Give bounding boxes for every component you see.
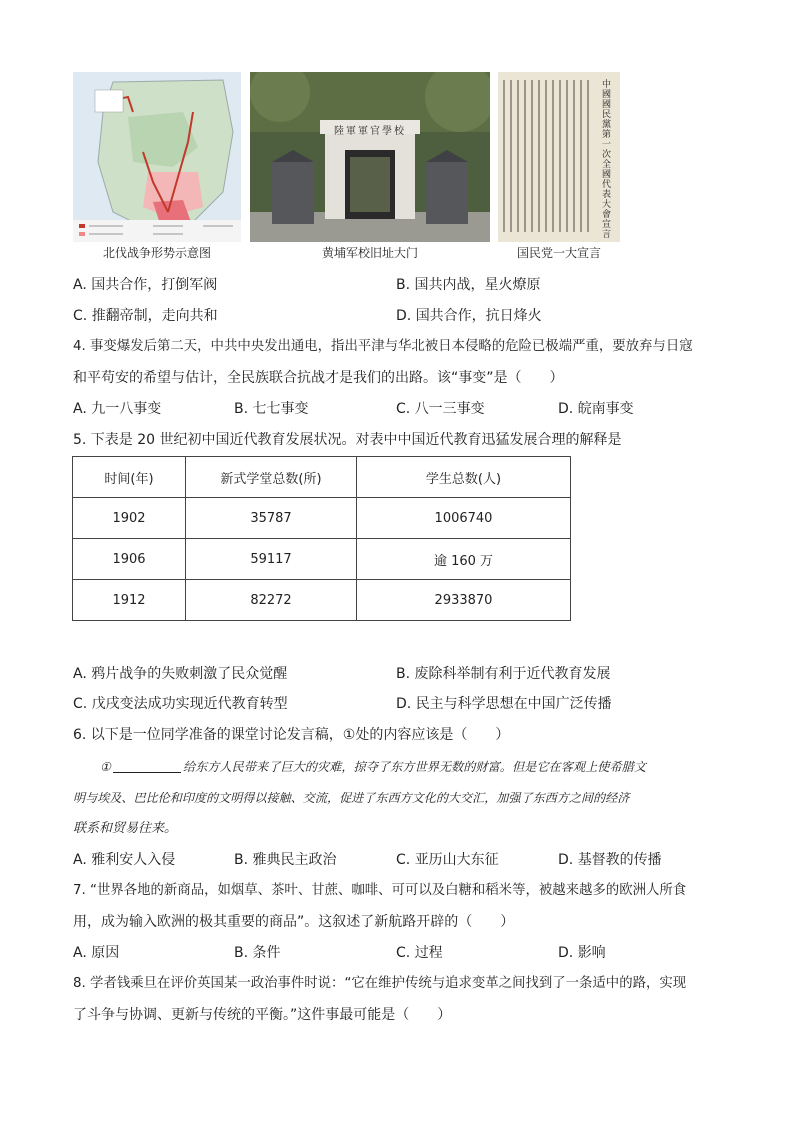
table-header-cell: 学生总数(人) [357, 457, 571, 498]
q8-stem-line2: 了斗争与协调、更新与传统的平衡。”这件事最可能是（ ） [73, 1007, 452, 1023]
q5-option-b[interactable]: B. 废除科举制有利于近代教育发展 [396, 666, 611, 682]
map-caption: 北伐战争形势示意图 [102, 246, 211, 260]
map-graphic [73, 72, 241, 242]
q6-stem: 6. 以下是一位同学准备的课堂讨论发言稿，①处的内容应该是（ ） [73, 727, 510, 743]
q5-option-a[interactable]: A. 鸦片战争的失败刺激了民众觉醒 [73, 666, 288, 682]
table-cell: 2933870 [357, 580, 571, 621]
q7-option-d[interactable]: D. 影响 [558, 945, 606, 961]
q7-option-b[interactable]: B. 条件 [234, 945, 281, 961]
table-cell: 82272 [186, 580, 357, 621]
q7-option-c[interactable]: C. 过程 [396, 945, 443, 961]
q4-stem-line1: 4. 事变爆发后第二天，中共中央发出通电，指出平津与华北被日本侵略的危险已极端严重，要放弃与日寇 [73, 339, 693, 354]
gate-graphic [250, 72, 490, 242]
table-cell: 35787 [186, 498, 357, 539]
q8-stem-line1: 8. 学者钱乘旦在评价英国某一政治事件时说：“它在维护传统与追求变革之间找到了一条适中的路，实现 [73, 976, 687, 991]
kmt-manifesto-image [498, 72, 620, 242]
table-row [73, 498, 571, 539]
table-row [73, 539, 571, 580]
q7-option-a[interactable]: A. 原因 [73, 945, 120, 961]
q4-option-b[interactable]: B. 七七事变 [234, 401, 309, 417]
q6-quote-line3: 联系和贸易往来。 [73, 821, 178, 836]
gate-sign: 陸軍軍官學校 [334, 126, 406, 137]
q4-option-d[interactable]: D. 皖南事变 [558, 401, 634, 417]
q3-option-a[interactable]: A. 国共合作，打倒军阀 [73, 277, 218, 293]
q6-option-d[interactable]: D. 基督教的传播 [558, 852, 662, 868]
q5-option-c[interactable]: C. 戊戌变法成功实现近代教育转型 [73, 696, 288, 712]
q6-option-b[interactable]: B. 雅典民主政治 [234, 852, 337, 868]
q7-stem-line1: 7. “世界各地的新商品，如烟草、茶叶、甘蔗、咖啡、可可以及白糖和稻米等，被越来越多的欧洲人所食 [73, 883, 687, 898]
table-cell: 逾 160 万 [357, 539, 571, 580]
q4-stem-line2: 和平苟安的希望与估计，全民族联合抗战才是我们的出路。该“事变”是（ ） [73, 370, 564, 386]
q5-option-d[interactable]: D. 民主与科学思想在中国广泛传播 [396, 696, 612, 712]
answer-blank[interactable] [113, 758, 181, 773]
manifesto-caption: 国民党一大宣言 [516, 246, 601, 260]
table-header-cell: 新式学堂总数(所) [186, 457, 357, 498]
table-cell: 59117 [186, 539, 357, 580]
q3-option-c[interactable]: C. 推翻帝制，走向共和 [73, 308, 218, 324]
table-row [73, 580, 571, 621]
q4-option-c[interactable]: C. 八一三事变 [396, 401, 485, 417]
q3-option-d[interactable]: D. 国共合作，抗日烽火 [396, 308, 542, 324]
manifesto-title: 中國國民黨第一次全國代表大會宣言 [602, 80, 612, 240]
q4-option-a[interactable]: A. 九一八事变 [73, 401, 162, 417]
table-header-cell: 时间(年) [73, 457, 186, 498]
q6-option-c[interactable]: C. 亚历山大东征 [396, 852, 499, 868]
education-table [72, 456, 571, 621]
northern-expedition-map [73, 72, 241, 242]
table-cell: 1912 [73, 580, 186, 621]
table-cell: 1006740 [357, 498, 571, 539]
table-header-row [73, 457, 571, 498]
table-cell: 1906 [73, 539, 186, 580]
whampoa-gate-photo [250, 72, 490, 242]
q3-option-b[interactable]: B. 国共内战，星火燎原 [396, 277, 541, 293]
q6-quote-line1: ① 给东方人民带来了巨大的灾难，掠夺了东方世界无数的财富。但是它在客观上使希腊文 [100, 760, 647, 774]
gate-caption: 黄埔军校旧址大门 [321, 246, 418, 260]
q6-quote-line2: 明与埃及、巴比伦和印度的文明得以接触、交流，促进了东西方文化的大交汇，加强了东西方之间的经济 [73, 791, 630, 805]
q5-stem: 5. 下表是 20 世纪初中国近代教育发展状况。对表中中国近代教育迅猛发展合理的解释是 [73, 432, 622, 448]
q7-stem-line2: 用，成为输入欧洲的极其重要的商品”。这叙述了新航路开辟的（ ） [73, 914, 515, 930]
q6-option-a[interactable]: A. 雅利安人入侵 [73, 852, 176, 868]
table-cell: 1902 [73, 498, 186, 539]
